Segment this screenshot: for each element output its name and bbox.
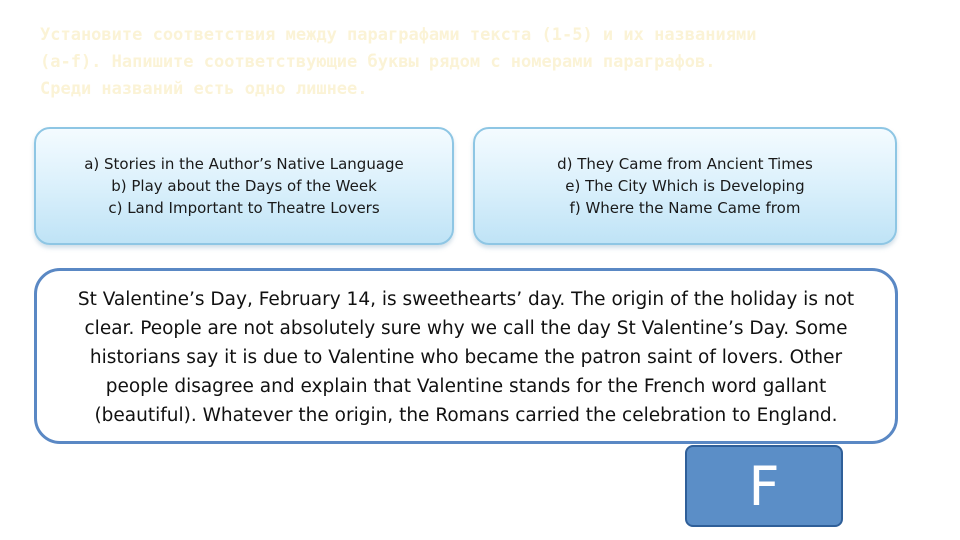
instruction-line: (a-f). Напишите соответствующие буквы рядом с номерами параграфов. (40, 52, 716, 72)
titles-box-d-f (473, 127, 897, 245)
title-option-d: d) They Came from Ancient Times (557, 155, 813, 173)
title-option-c: c) Land Important to Theatre Lovers (108, 199, 380, 217)
answer-letter: F (748, 454, 780, 518)
title-option-f: f) Where the Name Came from (569, 199, 801, 217)
paragraph-text: St Valentine’s Day, February 14, is sweethearts’ day. The origin of the holiday is not clear. People are not absolutely sure why we call the day St Valentine’s Day. Some historians say it is due to Valentine who became the patron saint of lovers. Other people disagree and explain that Valentine stands for the French word gallant (beautiful). Whatever the origin, the Romans carried the celebration to England. (77, 288, 855, 426)
title-option-a: a) Stories in the Author’s Native Language (84, 155, 404, 173)
paragraph-text-box (34, 268, 898, 444)
title-option-b: b) Play about the Days of the Week (111, 177, 377, 195)
instruction-line: Среди названий есть одно лишнее. (40, 79, 368, 99)
title-option-e: e) The City Which is Developing (565, 177, 805, 195)
instruction-line: Установите соответствия между параграфами текста (1-5) и их названиями (40, 25, 757, 45)
answer-reveal-button[interactable] (685, 445, 843, 527)
titles-box-a-c (34, 127, 454, 245)
task-instructions (40, 22, 955, 103)
